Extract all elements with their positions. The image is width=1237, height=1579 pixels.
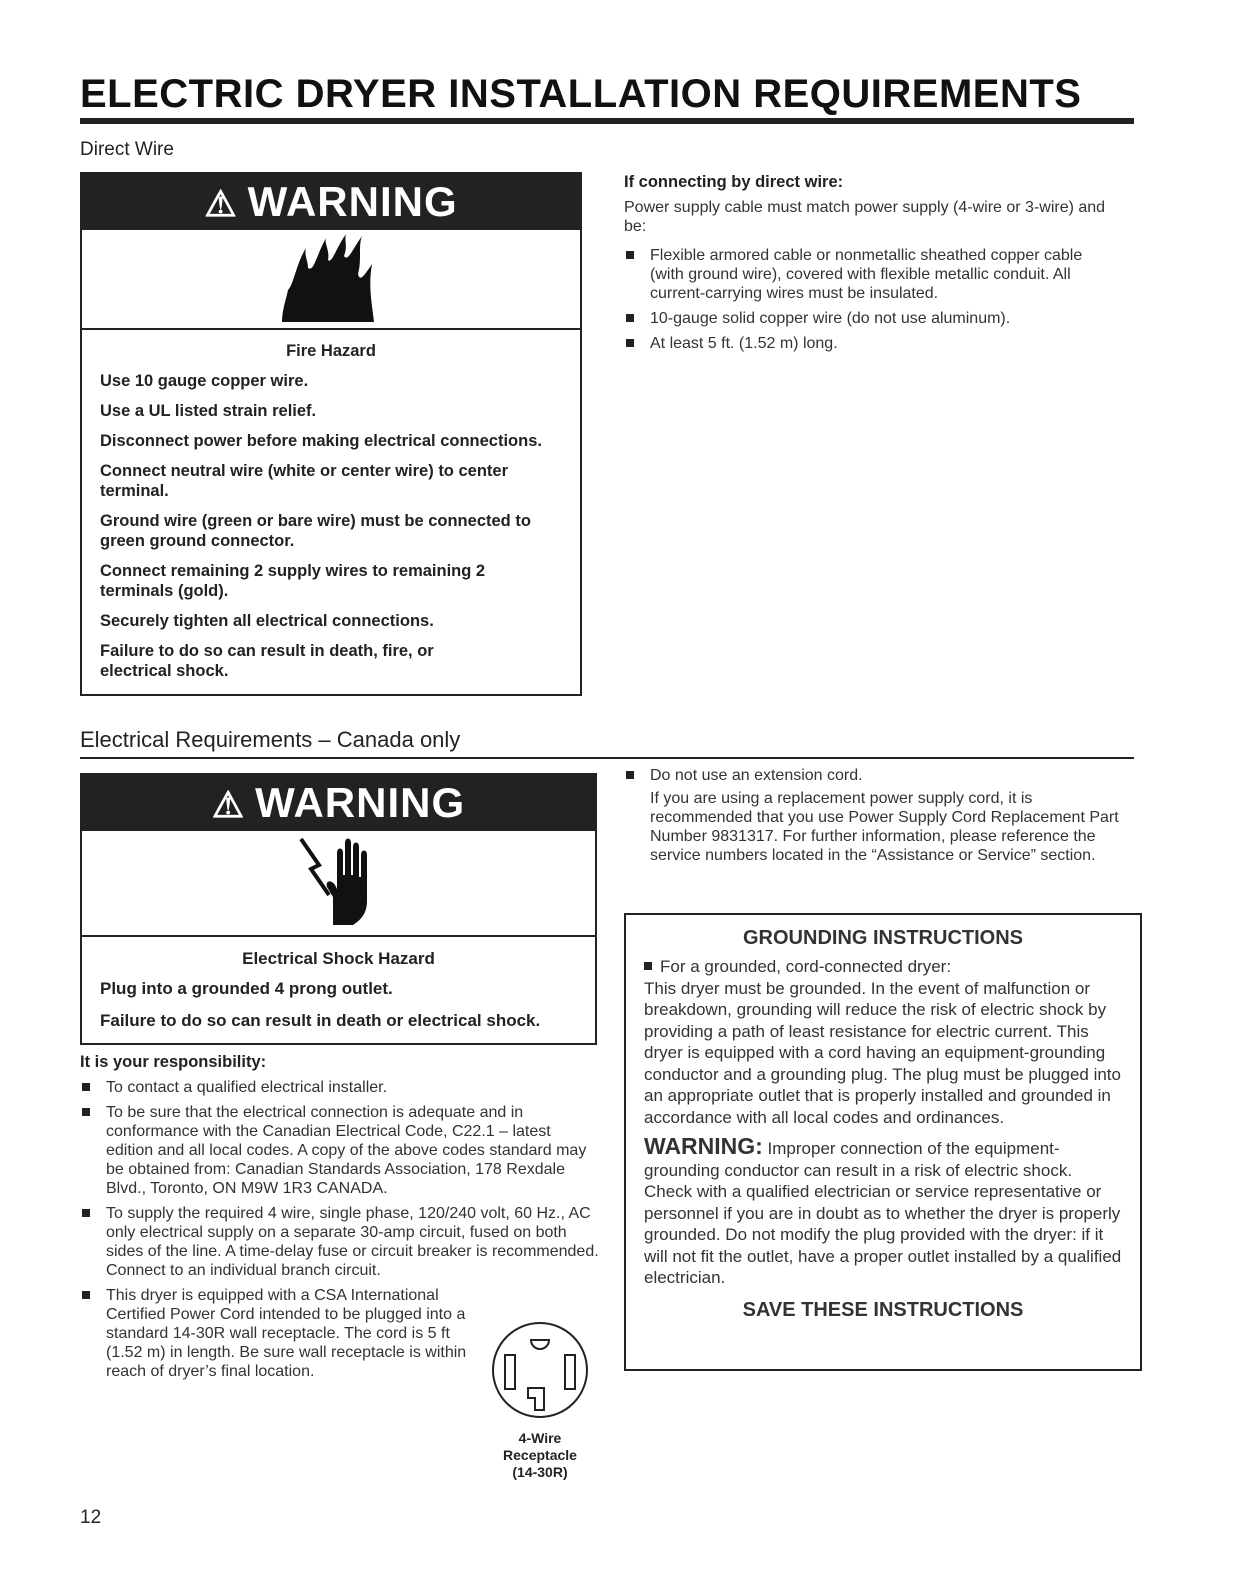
list-item: To be sure that the electrical connection is adequate and in conformance with the Canadian Electrical Code, C22.1 – latest edition and all local codes. A copy of the above codes standard may be obtained from: Canadian Standards Association, 178 Rexdale Blvd., Toronto, ON M9W 1R3 CANADA. <box>80 1103 600 1198</box>
direct-wire-intro: Power supply cable must match power supply (4-wire or 3-wire) and be: <box>624 199 1106 235</box>
warning-line: Connect neutral wire (white or center wire) to center terminal. <box>100 462 508 500</box>
extension-cord-note <box>624 766 1139 865</box>
receptacle-caption <box>480 1430 600 1481</box>
warning-triangle-icon: ⚠ <box>204 183 238 224</box>
warning-line: Failure to do so can result in death or electrical shock. <box>100 1011 541 1030</box>
replacement-cord-paragraph: If you are using a replacement power supply cord, it is recommended that you use Power Supply Cord Replacement Part Number 9831317. For further information, please reference the service numbers located in the “Assistance or Service” section. <box>650 790 1119 864</box>
warning-label: WARNING <box>255 779 466 826</box>
page-title: ELECTRIC DRYER INSTALLATION REQUIREMENTS <box>80 72 1082 116</box>
grounding-title: GROUNDING INSTRUCTIONS <box>743 927 1023 949</box>
fire-warning-text <box>82 330 580 701</box>
warning-line: Ground wire (green or bare wire) must be connected to green ground connector. <box>100 512 531 550</box>
section-heading-direct-wire: Direct Wire <box>80 139 174 160</box>
shock-icon-area <box>82 831 595 937</box>
grounding-first-line <box>644 956 1122 978</box>
warning-line: Disconnect power before making electrical connections. <box>100 432 542 450</box>
fire-icon-area <box>82 230 580 330</box>
warning-line: Use 10 gauge copper wire. <box>100 372 309 390</box>
grounding-instructions-box <box>624 913 1142 1371</box>
warning-label: WARNING <box>247 178 458 225</box>
fire-icon <box>274 234 384 324</box>
fire-warning-box <box>80 172 582 696</box>
4-wire-receptacle-icon <box>490 1320 590 1420</box>
list-item: To contact a qualified electrical installer. <box>80 1078 600 1097</box>
responsibility-heading: It is your responsibility: <box>80 1053 267 1071</box>
grounding-warning-word: WARNING: <box>644 1133 763 1159</box>
electric-shock-hand-icon <box>297 835 377 931</box>
grounding-paragraph: This dryer must be grounded. In the event of malfunction or breakdown, grounding will reduce the risk of electric shock by providing a path of least resistance for electric current. This dryer is equipped with a cord having an equipment-grounding conductor and a grounding plug. The plug must be plugged into an appropriate outlet that is properly installed and grounded in accordance with all local codes and ordinances. <box>644 978 1121 1127</box>
warning-line: Plug into a grounded 4 prong outlet. <box>100 979 393 998</box>
shock-warning-box <box>80 773 597 1045</box>
title-rule <box>80 118 1134 124</box>
section-heading-canada: Electrical Requirements – Canada only <box>80 727 461 752</box>
warning-band <box>82 775 595 831</box>
list-item: 10-gauge solid copper wire (do not use aluminum). <box>624 309 1119 328</box>
hazard-title: Electrical Shock Hazard <box>242 949 435 968</box>
page-number: 12 <box>80 1507 102 1528</box>
warning-line: Securely tighten all electrical connections. <box>100 612 434 630</box>
extension-cord-bullet <box>624 766 1139 785</box>
caption-line: Receptacle <box>503 1447 577 1463</box>
section-rule <box>80 757 1134 759</box>
list-item: This dryer is equipped with a CSA International Certified Power Cord intended to be plugged into a standard 14-30R wall receptacle. The cord is 5 ft (1.52 m) in length. Be sure wall receptacle is within reach of dryer’s final location. <box>80 1286 486 1381</box>
list-item: To supply the required 4 wire, single phase, 120/240 volt, 60 Hz., AC only electrical supply on a separate 30-amp circuit, fused on both sides of the line. A time-delay fuse or circuit breaker is recommended. Connect to an individual branch circuit. <box>80 1204 600 1280</box>
direct-wire-bullets <box>624 246 1119 353</box>
warning-line: Use a UL listed strain relief. <box>100 402 317 420</box>
save-instructions: SAVE THESE INSTRUCTIONS <box>742 1298 1024 1321</box>
list-item: Flexible armored cable or nonmetallic sheathed copper cable (with ground wire), covered with flexible metallic conduit. All current-carrying wires must be insulated. <box>624 246 1119 303</box>
warning-triangle-icon: ⚠ <box>211 784 246 825</box>
grounding-body <box>626 956 1140 1289</box>
warning-line: Connect remaining 2 supply wires to remaining 2 terminals (gold). <box>100 562 486 600</box>
grounding-first-text: For a grounded, cord-connected dryer: <box>660 957 952 976</box>
direct-wire-subheading: If connecting by direct wire: <box>624 173 844 191</box>
grounding-warning-text: Improper connection of the equipment-grounding conductor can result in a risk of electric shock. Check with a qualified electrician or service representative or personnel if you are in doubt as to whether the dryer is properly grounded. Do not modify the plug provided with the dryer: if it will not fit the outlet, have a proper outlet installed by a qualified electrician. <box>644 1139 1122 1287</box>
bullet-icon <box>644 962 652 970</box>
list-item: At least 5 ft. (1.52 m) long. <box>624 334 1119 353</box>
list-item: Do not use an extension cord. <box>624 766 1139 785</box>
hazard-title: Fire Hazard <box>286 342 376 360</box>
warning-line: Failure to do so can result in death, fire, or electrical shock. <box>100 642 434 680</box>
caption-line: 4-Wire <box>518 1430 562 1446</box>
shock-warning-text <box>82 937 595 1051</box>
grounding-warning <box>644 1133 1122 1289</box>
warning-band <box>82 174 580 230</box>
caption-line: (14-30R) <box>512 1464 568 1480</box>
direct-wire-requirements <box>624 173 1119 359</box>
